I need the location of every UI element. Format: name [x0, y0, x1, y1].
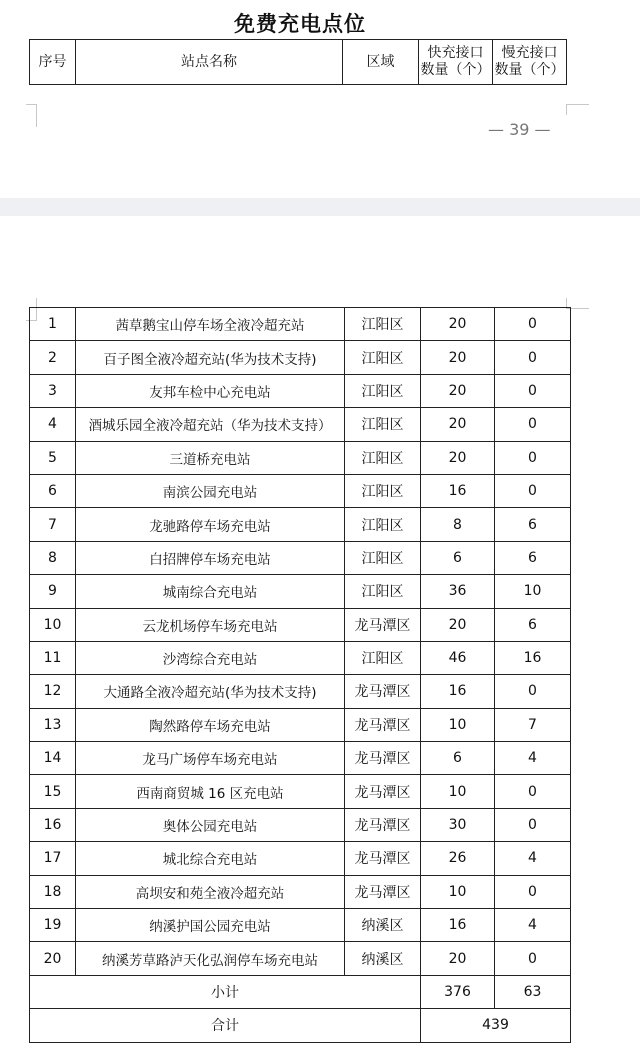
header-table	[29, 39, 567, 85]
table-row	[30, 808, 571, 841]
row-fast-count: 10	[421, 708, 495, 741]
row-station-name: 纳溪芳草路泸天化弘润停车场充电站	[76, 942, 345, 975]
header-fast-line2: 数量（个）	[420, 62, 491, 78]
row-fast-count: 26	[421, 842, 495, 875]
row-station-name: 纳溪护国公园充电站	[76, 909, 345, 942]
row-index: 5	[30, 441, 76, 474]
row-fast-count: 20	[421, 374, 495, 407]
subtotal-slow: 63	[495, 975, 571, 1008]
table-row	[30, 742, 571, 775]
row-slow-count: 7	[495, 708, 571, 741]
row-slow-count: 0	[495, 675, 571, 708]
row-station-name: 奥体公园充电站	[76, 808, 345, 841]
row-fast-count: 20	[421, 441, 495, 474]
row-index: 16	[30, 808, 76, 841]
row-fast-count: 20	[421, 942, 495, 975]
header-index: 序号	[30, 40, 76, 85]
row-fast-count: 16	[421, 675, 495, 708]
row-district: 江阳区	[345, 441, 421, 474]
row-district: 龙马潭区	[345, 675, 421, 708]
row-fast-count: 20	[421, 308, 495, 341]
row-index: 14	[30, 742, 76, 775]
table-row	[30, 875, 571, 908]
total-row	[30, 1009, 571, 1042]
table-row	[30, 942, 571, 975]
row-index: 19	[30, 909, 76, 942]
row-station-name: 龙驰路停车场充电站	[76, 508, 345, 541]
row-fast-count: 20	[421, 608, 495, 641]
row-slow-count: 0	[495, 474, 571, 507]
row-fast-count: 46	[421, 641, 495, 674]
row-index: 10	[30, 608, 76, 641]
row-slow-count: 0	[495, 441, 571, 474]
row-station-name: 龙马广场停车场充电站	[76, 742, 345, 775]
row-district: 江阳区	[345, 374, 421, 407]
row-fast-count: 10	[421, 775, 495, 808]
row-station-name: 云龙机场停车场充电站	[76, 608, 345, 641]
table-row	[30, 374, 571, 407]
row-station-name: 城北综合充电站	[76, 842, 345, 875]
row-index: 17	[30, 842, 76, 875]
table-row	[30, 341, 571, 374]
row-slow-count: 0	[495, 374, 571, 407]
row-index: 1	[30, 308, 76, 341]
stations-table	[29, 307, 571, 1043]
row-district: 龙马潭区	[345, 875, 421, 908]
row-district: 龙马潭区	[345, 708, 421, 741]
row-district: 龙马潭区	[345, 775, 421, 808]
row-index: 20	[30, 942, 76, 975]
table-row	[30, 474, 571, 507]
row-district: 江阳区	[345, 508, 421, 541]
row-fast-count: 8	[421, 508, 495, 541]
row-fast-count: 20	[421, 341, 495, 374]
table-row	[30, 308, 571, 341]
row-slow-count: 0	[495, 408, 571, 441]
row-station-name: 茜草鹅宝山停车场全液冷超充站	[76, 308, 345, 341]
row-station-name: 沙湾综合充电站	[76, 641, 345, 674]
row-station-name: 友邦车检中心充电站	[76, 374, 345, 407]
row-slow-count: 4	[495, 742, 571, 775]
row-fast-count: 20	[421, 408, 495, 441]
row-slow-count: 4	[495, 909, 571, 942]
row-index: 13	[30, 708, 76, 741]
row-slow-count: 16	[495, 641, 571, 674]
row-station-name: 南滨公园充电站	[76, 474, 345, 507]
row-slow-count: 0	[495, 775, 571, 808]
row-district: 龙马潭区	[345, 742, 421, 775]
row-station-name: 酒城乐园全液冷超充站（华为技术支持）	[76, 408, 345, 441]
row-slow-count: 4	[495, 842, 571, 875]
row-fast-count: 10	[421, 875, 495, 908]
row-index: 12	[30, 675, 76, 708]
header-fast-line1: 快充接口	[427, 45, 484, 61]
row-fast-count: 6	[421, 742, 495, 775]
row-station-name: 三道桥充电站	[76, 441, 345, 474]
row-district: 江阳区	[345, 341, 421, 374]
row-slow-count: 10	[495, 575, 571, 608]
row-index: 6	[30, 474, 76, 507]
row-station-name: 大通路全液冷超充站(华为技术支持)	[76, 675, 345, 708]
row-index: 8	[30, 541, 76, 574]
subtotal-row	[30, 975, 571, 1008]
row-index: 9	[30, 575, 76, 608]
crop-mark-right	[566, 104, 589, 115]
row-district: 龙马潭区	[345, 808, 421, 841]
table-row	[30, 675, 571, 708]
table-row	[30, 842, 571, 875]
header-slow	[493, 40, 567, 85]
page-title: 免费充电点位	[234, 12, 366, 36]
total-value: 439	[421, 1009, 571, 1042]
table-row	[30, 508, 571, 541]
row-district: 江阳区	[345, 575, 421, 608]
table-row	[30, 441, 571, 474]
subtotal-label: 小计	[30, 975, 421, 1008]
row-district: 江阳区	[345, 408, 421, 441]
row-station-name: 白招牌停车场充电站	[76, 541, 345, 574]
row-fast-count: 16	[421, 909, 495, 942]
row-index: 3	[30, 374, 76, 407]
row-station-name: 高坝安和苑全液冷超充站	[76, 875, 345, 908]
row-fast-count: 6	[421, 541, 495, 574]
header-slow-line2: 数量（个）	[494, 62, 565, 78]
row-district: 纳溪区	[345, 909, 421, 942]
table-row	[30, 775, 571, 808]
row-slow-count: 0	[495, 875, 571, 908]
row-slow-count: 0	[495, 942, 571, 975]
row-slow-count: 0	[495, 808, 571, 841]
page-1	[0, 0, 640, 198]
row-district: 纳溪区	[345, 942, 421, 975]
row-station-name: 西南商贸城 16 区充电站	[76, 775, 345, 808]
row-station-name: 陶然路停车场充电站	[76, 708, 345, 741]
row-index: 7	[30, 508, 76, 541]
row-index: 11	[30, 641, 76, 674]
table-row	[30, 541, 571, 574]
row-station-name: 城南综合充电站	[76, 575, 345, 608]
row-district: 江阳区	[345, 541, 421, 574]
row-district: 江阳区	[345, 474, 421, 507]
row-slow-count: 6	[495, 541, 571, 574]
row-slow-count: 6	[495, 608, 571, 641]
row-district: 江阳区	[345, 308, 421, 341]
row-index: 2	[30, 341, 76, 374]
row-station-name: 百子图全液冷超充站(华为技术支持)	[76, 341, 345, 374]
page-number: — 39 —	[488, 120, 551, 139]
row-slow-count: 6	[495, 508, 571, 541]
row-index: 18	[30, 875, 76, 908]
subtotal-fast: 376	[421, 975, 495, 1008]
row-district: 江阳区	[345, 641, 421, 674]
table-row	[30, 408, 571, 441]
table-row	[30, 909, 571, 942]
page-2	[0, 216, 640, 1061]
row-district: 龙马潭区	[345, 842, 421, 875]
header-district: 区域	[343, 40, 419, 85]
table-row	[30, 575, 571, 608]
table-row	[30, 708, 571, 741]
header-slow-line1: 慢充接口	[501, 45, 558, 61]
row-fast-count: 36	[421, 575, 495, 608]
table-row	[30, 608, 571, 641]
row-slow-count: 0	[495, 341, 571, 374]
header-fast	[419, 40, 493, 85]
row-fast-count: 30	[421, 808, 495, 841]
table-row	[30, 641, 571, 674]
row-slow-count: 0	[495, 308, 571, 341]
crop-mark-left	[26, 104, 37, 127]
header-name: 站点名称	[76, 40, 343, 85]
row-index: 4	[30, 408, 76, 441]
row-index: 15	[30, 775, 76, 808]
row-district: 龙马潭区	[345, 608, 421, 641]
total-label: 合计	[30, 1009, 421, 1042]
header-row	[30, 40, 567, 85]
row-fast-count: 16	[421, 474, 495, 507]
page-gap	[0, 198, 640, 216]
